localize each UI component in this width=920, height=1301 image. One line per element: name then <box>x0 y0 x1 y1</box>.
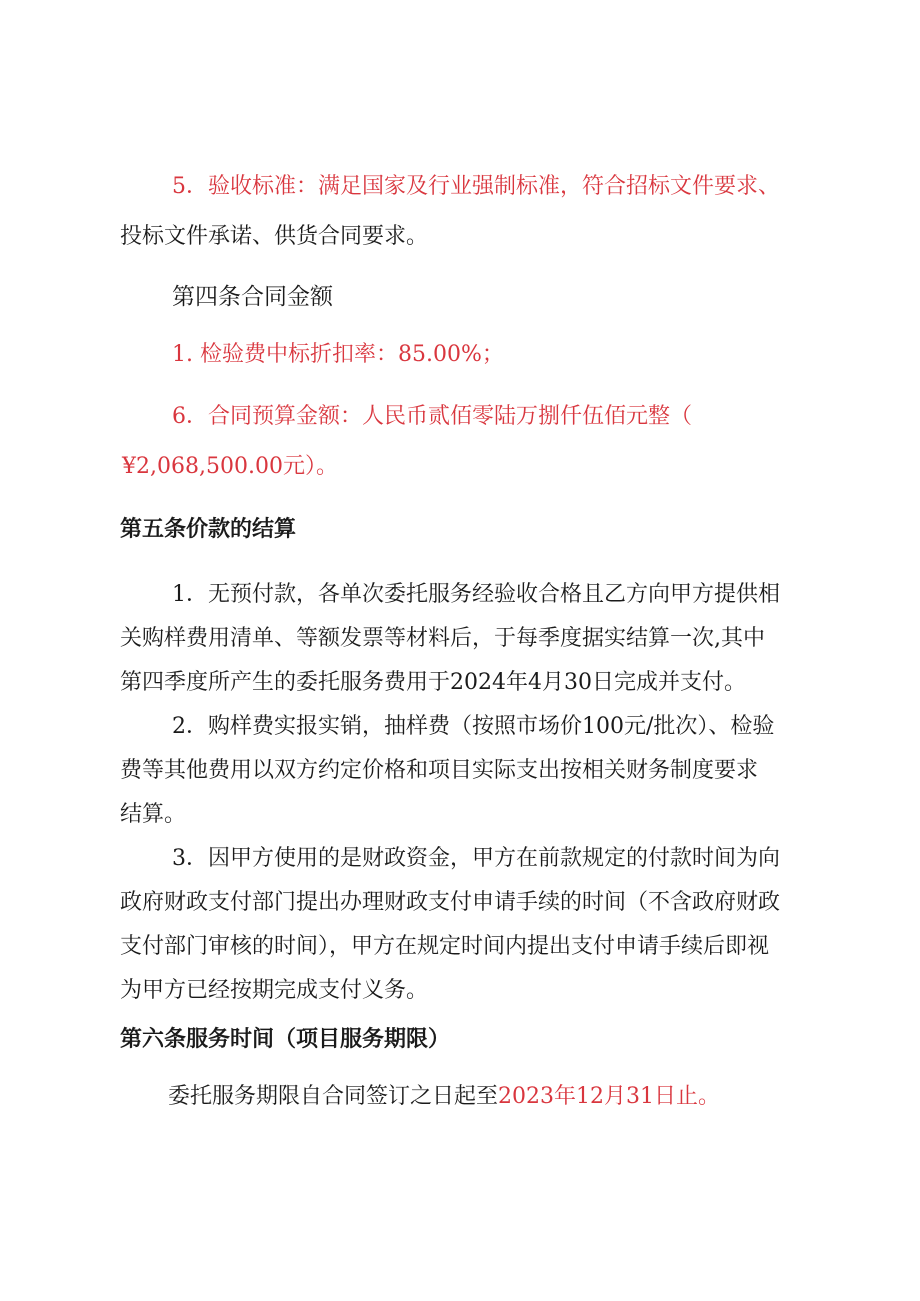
budget-amount-line-1: 6．合同预算金额：人民币贰佰零陆万捌仟伍佰元整（ <box>172 404 692 429</box>
discount-rate-line: 1. 检验费中标折扣率：85.00%； <box>172 342 504 367</box>
service-term-prefix: 委托服务期限自合同签订之日起至 <box>168 1084 499 1109</box>
payment-item-2-line-2: 费等其他费用以双方约定价格和项目实际支出按相关财务制度要求 <box>120 758 759 783</box>
acceptance-standard-line-2: 投标文件承诺、供货合同要求。 <box>120 224 429 249</box>
payment-item-3-line-1: 3．因甲方使用的是财政资金，甲方在前款规定的付款时间为向 <box>172 846 780 871</box>
service-term-end-date: 2023年12月31日止。 <box>498 1084 720 1109</box>
service-term-line <box>168 1082 720 1112</box>
budget-amount-line-2: ¥2,068,500.00元）。 <box>122 454 338 479</box>
payment-item-1-line-2: 关购样费用清单、等额发票等材料后，于每季度据实结算一次,其中 <box>120 626 765 651</box>
payment-item-2-line-3: 结算。 <box>120 802 187 827</box>
article-4-heading: 第四条合同金额 <box>172 284 333 310</box>
acceptance-standard-line-1: 5．验收标准：满足国家及行业强制标准，符合招标文件要求、 <box>172 174 780 199</box>
payment-item-2-line-1: 2．购样费实报实销，抽样费（按照市场价100元/批次）、检验 <box>172 714 775 739</box>
article-5-heading: 第五条价款的结算 <box>120 516 297 542</box>
payment-item-1-line-3: 第四季度所产生的委托服务费用于2024年4月30日完成并支付。 <box>120 670 746 695</box>
payment-item-3-line-2: 政府财政支付部门提出办理财政支付申请手续的时间（不含政府财政 <box>120 890 781 915</box>
payment-item-3-line-4: 为甲方已经按期完成支付义务。 <box>120 978 429 1003</box>
payment-item-1-line-1: 1．无预付款，各单次委托服务经验收合格且乙方向甲方提供相 <box>172 582 780 607</box>
payment-item-3-line-3: 支付部门审核的时间），甲方在规定时间内提出支付申请手续后即视 <box>120 934 770 959</box>
article-6-heading: 第六条服务时间（项目服务期限） <box>120 1026 451 1052</box>
